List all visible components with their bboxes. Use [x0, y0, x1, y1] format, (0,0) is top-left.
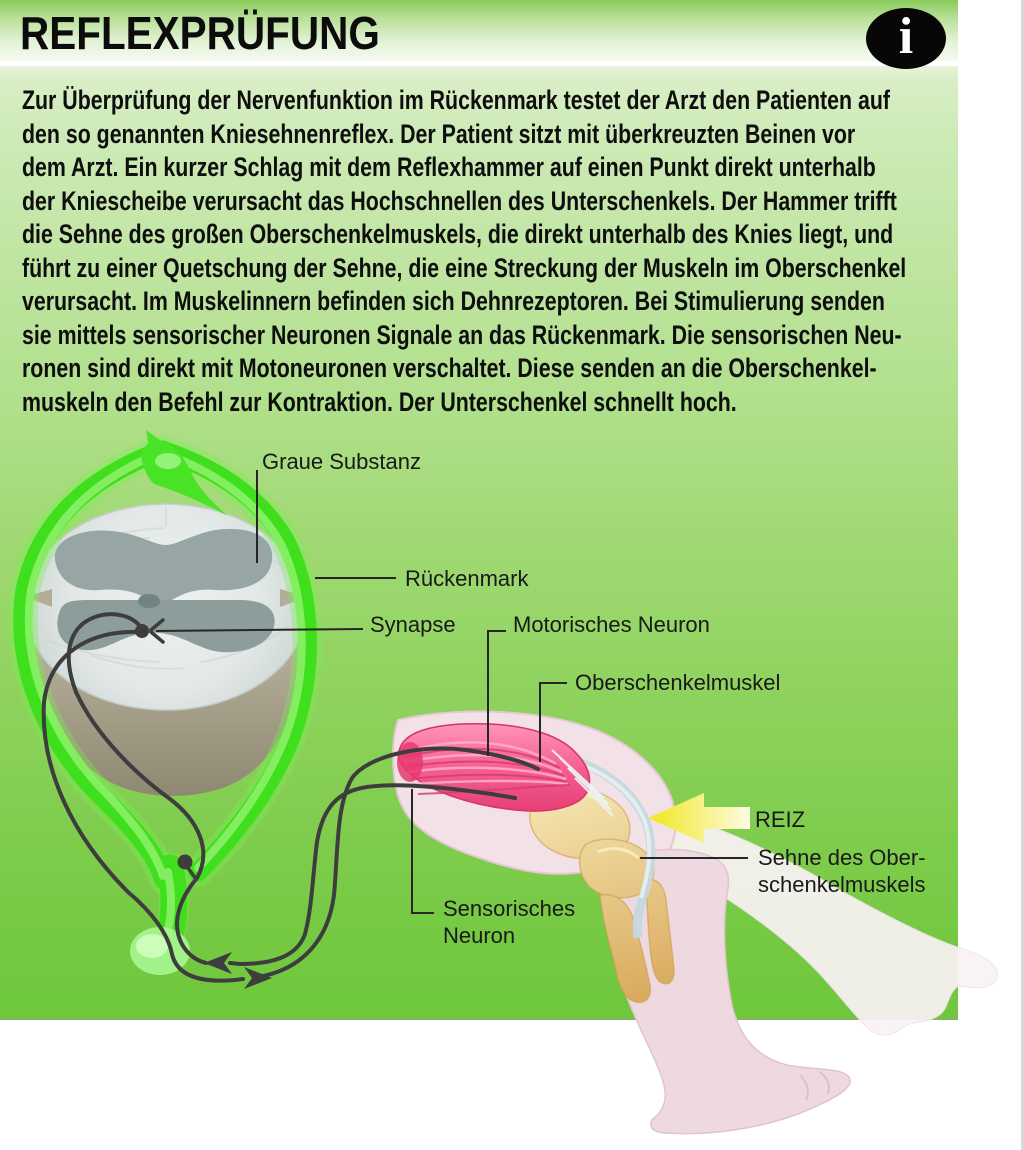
- intro-line: Zur Überprüfung der Nervenfunktion im Rückenmark testet der Arzt den Patienten auf: [22, 85, 890, 115]
- label-rueckenmark: Rückenmark: [405, 566, 529, 591]
- motor-arrowhead: [244, 967, 272, 989]
- intro-line: muskeln den Befehl zur Kontraktion. Der Unterschenkel schnellt hoch.: [22, 386, 737, 417]
- label-reiz: REIZ: [755, 807, 806, 832]
- page-title: REFLEXPRÜFUNG: [20, 7, 380, 59]
- label-sehne: [758, 844, 926, 898]
- intro-line: der Kniescheibe verursacht das Hochschnellen des Unterschenkels. Der Hammer trifft: [22, 185, 897, 216]
- intro-line: führt zu einer Quetschung der Sehne, die eine Streckung der Muskeln im Oberschenkel: [22, 252, 907, 283]
- label-sehne-line2: schenkelmuskels: [758, 872, 926, 897]
- intro-paragraph: [22, 84, 942, 419]
- intro-line: die Sehne des großen Oberschenkelmuskels, die direkt unterhalb des Knies liegt, und: [22, 219, 894, 249]
- label-oberschenkelmuskel: Oberschenkelmuskel: [575, 670, 781, 695]
- label-graue-substanz: Graue Substanz: [262, 449, 421, 474]
- label-sensorisches-line1: Sensorisches: [443, 896, 576, 921]
- label-sehne-line1: Sehne des Ober-: [758, 845, 926, 870]
- synapse-dot: [135, 624, 149, 638]
- intro-line: dem Arzt. Ein kurzer Schlag mit dem Reflexhammer auf einen Punkt direkt unterhalb: [22, 152, 876, 182]
- label-sensorisches-line2: Neuron: [443, 923, 516, 948]
- intro-line: ronen sind direkt mit Motoneuronen verschaltet. Diese senden an die Oberschenkel-: [22, 353, 877, 383]
- label-sensorisches-neuron: [443, 895, 575, 949]
- intro-line: sie mittels sensorischer Neuronen Signale an das Rückenmark. Die sensorischen Neu-: [22, 319, 902, 350]
- intro-line: verursacht. Im Muskelinnern befinden sich Dehnrezeptoren. Bei Stimulierung senden: [22, 286, 885, 316]
- label-synapse: Synapse: [370, 612, 456, 637]
- intro-line: den so genannten Kniesehnenreflex. Der Patient sitzt mit überkreuzten Beinen vor: [22, 118, 856, 149]
- sensory-arrowhead: [204, 952, 232, 974]
- header-divider: [0, 61, 958, 66]
- info-icon-glyph: i: [898, 7, 914, 65]
- info-icon: [866, 8, 946, 69]
- sensory-cell-body: [178, 855, 193, 870]
- label-motorisches-neuron: Motorisches Neuron: [513, 612, 710, 637]
- central-canal: [138, 594, 160, 608]
